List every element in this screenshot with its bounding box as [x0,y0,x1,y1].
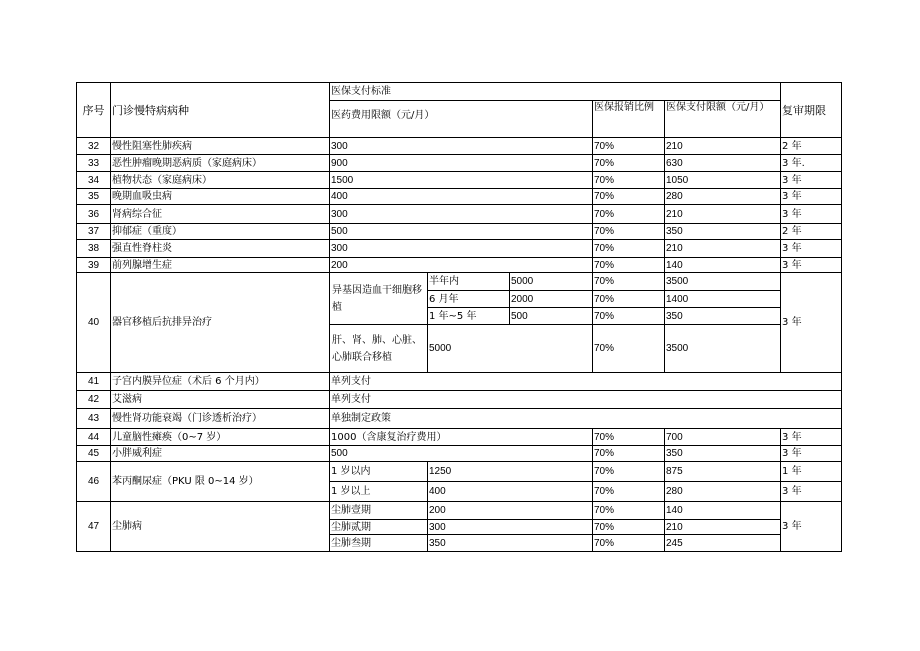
organ-cost: 5000 [428,325,593,373]
row-review: 3 年 [781,189,842,205]
row-cost: 300 [330,240,593,258]
row-cost: 500 [330,446,593,462]
row-note: 单独制定政策 [330,409,842,429]
pku-review: 3 年 [781,482,842,502]
stem-pay: 1400 [665,291,781,308]
row-disease: 儿童脑性瘫痪（0~7 岁） [111,429,330,446]
table-row [77,205,842,224]
stem-ratio: 70% [593,291,665,308]
row-review: 3 年 [781,273,842,373]
pneumo-cost: 200 [428,502,593,520]
row-ratio: 70% [593,240,665,258]
row-review: 2 年 [781,138,842,155]
organ-label: 肝、肾、肺、心脏、心肺联合移植 [330,325,428,373]
row-pay: 630 [665,155,781,172]
pneumo-ratio: 70% [593,520,665,535]
row-review: 2 年 [781,224,842,240]
row-note: 单列支付 [330,373,842,391]
row-disease: 前列腺增生症 [111,258,330,273]
table-row-40-a [77,273,842,291]
row-ratio: 70% [593,446,665,462]
row-disease: 强直性脊柱炎 [111,240,330,258]
stem-period: 1 年~5 年 [428,308,510,325]
table-row-46-a [77,462,842,482]
table-row [77,172,842,189]
row-disease: 子宫内膜异位症（术后 6 个月内） [111,373,330,391]
stem-cost: 2000 [510,291,593,308]
row-ratio: 70% [593,155,665,172]
row-cost: 300 [330,205,593,224]
table-row [77,224,842,240]
table-row [77,155,842,172]
header-no: 序号 [77,83,111,138]
row-pay: 210 [665,240,781,258]
stem-cost: 5000 [510,273,593,291]
row-no: 37 [77,224,111,240]
stem-ratio: 70% [593,308,665,325]
pku-review: 1 年 [781,462,842,482]
row-pay: 1050 [665,172,781,189]
table-row [77,409,842,429]
row-ratio: 70% [593,205,665,224]
row-cost: 900 [330,155,593,172]
row-no: 44 [77,429,111,446]
pneumo-pay: 210 [665,520,781,535]
pneumo-stage: 尘肺贰期 [330,520,428,535]
table-row [77,189,842,205]
pku-pay: 875 [665,462,781,482]
row-review: 3 年 [781,258,842,273]
row-ratio: 70% [593,189,665,205]
stem-pay: 350 [665,308,781,325]
row-review: 3 年 [781,172,842,189]
row-review: 3 年 [781,429,842,446]
row-disease: 肾病综合征 [111,205,330,224]
row-pay: 140 [665,258,781,273]
row-cost: 300 [330,138,593,155]
row-ratio: 70% [593,138,665,155]
row-review: 3 年 [781,240,842,258]
row-cost: 200 [330,258,593,273]
row-cost: 1500 [330,172,593,189]
outpatient-chronic-disease-table [76,82,842,552]
table-row [77,429,842,446]
pku-cost: 1250 [428,462,593,482]
pneumo-pay: 140 [665,502,781,520]
header-review: 复审期限 [781,83,842,138]
header-disease: 门诊慢特病病种 [111,83,330,138]
pku-pay: 280 [665,482,781,502]
pku-ratio: 70% [593,462,665,482]
row-review: 3 年. [781,155,842,172]
table-row [77,446,842,462]
row-ratio: 70% [593,429,665,446]
stem-pay: 3500 [665,273,781,291]
row-ratio: 70% [593,172,665,189]
stem-period: 半年内 [428,273,510,291]
row-disease: 苯丙酮尿症（PKU 限 0~14 岁） [111,462,330,502]
row-cost: 1000（含康复治疗费用） [330,429,593,446]
table-row [77,258,842,273]
row-no: 38 [77,240,111,258]
row-disease: 尘肺病 [111,502,330,552]
table-row [77,240,842,258]
row-review: 3 年 [781,502,842,552]
table-row [77,391,842,409]
pku-age: 1 岁以内 [330,462,428,482]
pneumo-cost: 350 [428,535,593,552]
row-no: 34 [77,172,111,189]
pneumo-stage: 尘肺叁期 [330,535,428,552]
stem-cost: 500 [510,308,593,325]
row-note: 单列支付 [330,391,842,409]
row-disease: 晚期血吸虫病 [111,189,330,205]
row-pay: 280 [665,189,781,205]
row-disease: 慢性阻塞性肺疾病 [111,138,330,155]
pneumo-ratio: 70% [593,502,665,520]
row-disease: 器官移植后抗排异治疗 [111,273,330,373]
organ-pay: 3500 [665,325,781,373]
table-row [77,373,842,391]
stem-period: 6 月年 [428,291,510,308]
pku-age: 1 岁以上 [330,482,428,502]
pneumo-ratio: 70% [593,535,665,552]
header-cost-limit: 医药费用限额（元/月） [330,101,593,138]
row-disease: 抑郁症（重度） [111,224,330,240]
row-ratio: 70% [593,258,665,273]
row-no: 40 [77,273,111,373]
row-no: 35 [77,189,111,205]
row-no: 41 [77,373,111,391]
row-no: 42 [77,391,111,409]
row-review: 3 年 [781,205,842,224]
row-cost: 500 [330,224,593,240]
pneumo-cost: 300 [428,520,593,535]
row-pay: 350 [665,224,781,240]
row-cost: 400 [330,189,593,205]
row-ratio: 70% [593,224,665,240]
row-no: 47 [77,502,111,552]
stem-cell-label: 异基因造血干细胞移植 [330,273,428,325]
row-no: 45 [77,446,111,462]
row-disease: 恶性肿瘤晚期恶病质（家庭病床） [111,155,330,172]
header-ratio: 医保报销比例 [593,101,665,138]
header-row-1 [77,83,842,101]
row-disease: 小胖威利症 [111,446,330,462]
table-row [77,138,842,155]
row-no: 36 [77,205,111,224]
organ-ratio: 70% [593,325,665,373]
row-no: 43 [77,409,111,429]
policy-table-sheet [76,82,841,552]
pneumo-pay: 245 [665,535,781,552]
pneumo-stage: 尘肺壹期 [330,502,428,520]
row-pay: 210 [665,138,781,155]
pku-cost: 400 [428,482,593,502]
header-pay-limit: 医保支付限额（元/月） [665,101,781,138]
pku-ratio: 70% [593,482,665,502]
row-disease: 慢性肾功能衰竭（门诊透析治疗） [111,409,330,429]
row-review: 3 年 [781,446,842,462]
row-disease: 植物状态（家庭病床） [111,172,330,189]
row-disease: 艾滋病 [111,391,330,409]
header-standard: 医保支付标准 [330,83,781,101]
row-no: 39 [77,258,111,273]
row-no: 32 [77,138,111,155]
table-row-47-a [77,502,842,520]
row-pay: 700 [665,429,781,446]
row-no: 46 [77,462,111,502]
row-pay: 350 [665,446,781,462]
row-pay: 210 [665,205,781,224]
row-no: 33 [77,155,111,172]
stem-ratio: 70% [593,273,665,291]
